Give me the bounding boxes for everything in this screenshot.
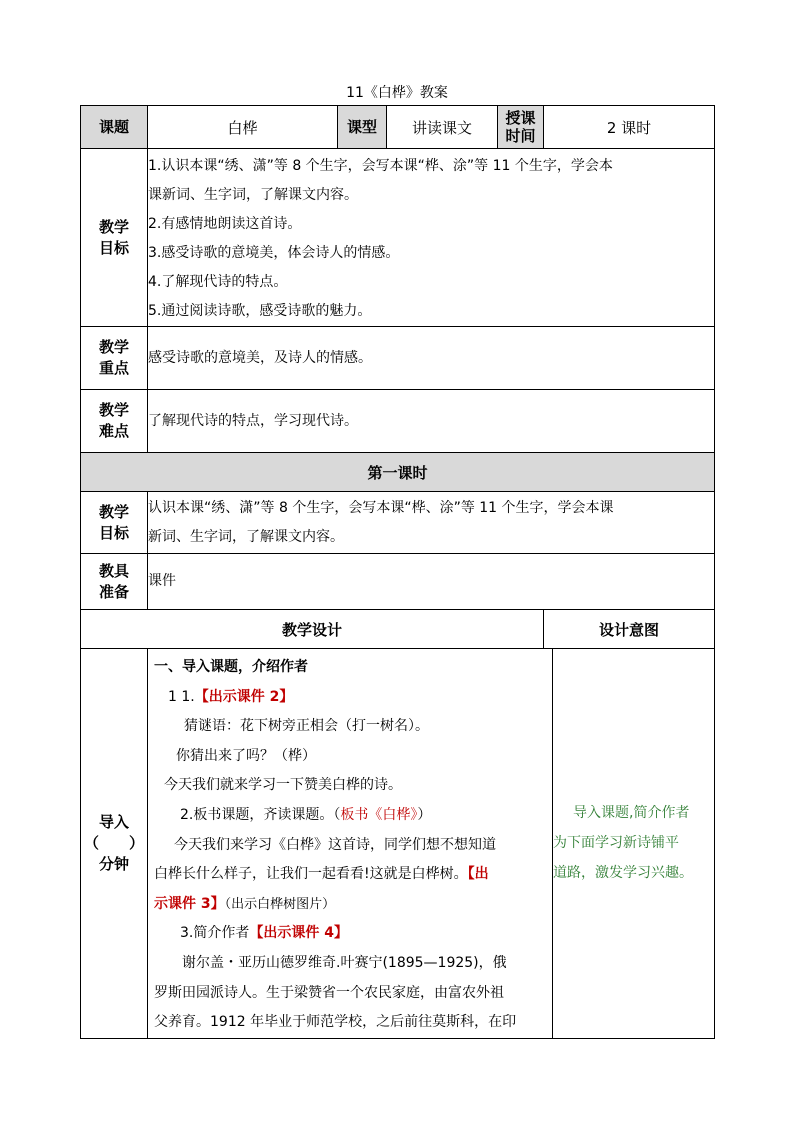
difficulty-label-line-2: 难点 (98, 422, 129, 440)
section-title: 第一课时 (81, 453, 715, 492)
intro-row (81, 649, 715, 1039)
intent-line-2: 为下面学习新诗铺平 (553, 835, 679, 852)
goal-line: 1.认识本课“绣、潇”等 8 个生字，会写本课“桦、涂”等 11 个生字，学会本 (148, 158, 613, 174)
materials-label (81, 554, 148, 610)
time-label-line-1: 授课 (505, 109, 536, 127)
courseware-link-3a: 【出 (467, 866, 489, 883)
goals-label-line-2: 目标 (98, 238, 129, 257)
time-label (498, 106, 544, 149)
focus-row (81, 327, 715, 390)
step-2-prefix: 2.板书课题，齐读课题。（ (180, 806, 341, 823)
bio-line-1: 谢尔盖・亚历山德罗维奇.叶赛宁(1895—1925)，俄 (182, 954, 507, 971)
difficulty-row (81, 390, 715, 453)
goals-label-line-1: 教学 (98, 217, 129, 236)
goal-line: 4.了解现代诗的特点。 (148, 274, 288, 290)
lesson-goals-content (148, 492, 715, 554)
materials-label-line-1: 教具 (98, 561, 129, 580)
lesson-goal-line: 新词、生字词，了解课文内容。 (148, 528, 344, 545)
intro-intent (553, 649, 715, 1039)
bio-line-3: 父养育。1912 年毕业于师范学校，之后前往莫斯科，在印 (154, 1014, 517, 1031)
focus-label-line-2: 重点 (98, 359, 129, 377)
goal-line: 3.感受诗歌的意境美，体会诗人的情感。 (148, 245, 400, 261)
courseware-link-3b: 示课件 3】 (154, 895, 225, 912)
difficulty-label-line-1: 教学 (98, 401, 129, 419)
materials-text: 课件 (148, 554, 715, 610)
lesson-plan-table (80, 105, 715, 1039)
lesson-goals-label (81, 492, 148, 554)
focus-label (81, 327, 148, 390)
intro-heading: 一、导入课题，介绍作者 (154, 659, 308, 675)
intro-label (81, 649, 148, 1039)
intro-design-content (148, 649, 553, 1039)
section-row (81, 453, 715, 492)
lesson-goals-row (81, 492, 715, 554)
header-row (81, 106, 715, 149)
materials-row (81, 554, 715, 610)
intro-label-line-1: 导入 (98, 812, 129, 831)
focus-text: 感受诗歌的意境美，及诗人的情感。 (148, 327, 715, 390)
step-2-suffix: ） (417, 806, 432, 823)
topic-value: 白桦 (148, 106, 338, 149)
goal-line: 5.通过阅读诗歌，感受诗歌的魅力。 (148, 303, 372, 319)
goal-line: 2.有感情地朗读这首诗。 (148, 216, 302, 232)
intro-label-line-2: （ ） (83, 833, 144, 852)
intent-line-1: 导入课题,简介作者 (573, 805, 690, 822)
goal-line: 课新词、生字词，了解课文内容。 (148, 187, 358, 203)
intent-line-3: 道路，激发学习兴趣。 (553, 865, 693, 882)
para-1: 今天我们来学习《白桦》这首诗，同学们想不想知道 (174, 836, 496, 853)
guess-text: 你猜出来了吗？（桦） (176, 747, 316, 764)
time-value: 2 课时 (544, 106, 715, 149)
page-title: 11《白桦》教案 (346, 85, 448, 101)
focus-label-line-1: 教学 (98, 338, 129, 356)
courseware-link-4: 【出示课件 4】 (249, 925, 348, 942)
lesson-goals-label-line-1: 教学 (98, 502, 129, 521)
bio-line-2: 罗斯田园派诗人。生于梁赞省一个农民家庭，由富农外祖 (154, 984, 504, 1001)
time-label-line-2: 时间 (505, 127, 536, 145)
design-header: 教学设计 (81, 610, 544, 649)
intro-label-line-3: 分钟 (98, 854, 129, 873)
goals-content (148, 149, 715, 327)
today-text: 今天我们就来学习一下赞美白桦的诗。 (164, 777, 402, 794)
lesson-goals-label-line-2: 目标 (98, 523, 129, 542)
step-1-prefix: 1 1. (168, 688, 195, 705)
difficulty-label (81, 390, 148, 453)
para-2: 白桦长什么样子，让我们一起看看!这就是白桦树。 (154, 866, 468, 883)
goals-label (81, 149, 148, 327)
step-3-prefix: 3.简介作者 (180, 925, 250, 942)
materials-label-line-2: 准备 (98, 582, 129, 601)
goals-row (81, 149, 715, 327)
design-header-row (81, 610, 715, 649)
board-title: 板书《白桦》 (340, 806, 418, 823)
intent-header: 设计意图 (544, 610, 715, 649)
type-label: 课型 (338, 106, 387, 149)
para-3: （出示白桦树图片） (224, 896, 336, 912)
lesson-goal-line: 认识本课“绣、潇”等 8 个生字，会写本课“桦、涂”等 11 个生字，学会本课 (148, 499, 614, 516)
riddle-text: 猜谜语：花下树旁正相会（打一树名）。 (184, 718, 429, 735)
difficulty-text: 了解现代诗的特点，学习现代诗。 (148, 390, 715, 453)
topic-label: 课题 (81, 106, 148, 149)
courseware-link-2: 【出示课件 2】 (194, 688, 294, 705)
type-value: 讲读课文 (387, 106, 498, 149)
